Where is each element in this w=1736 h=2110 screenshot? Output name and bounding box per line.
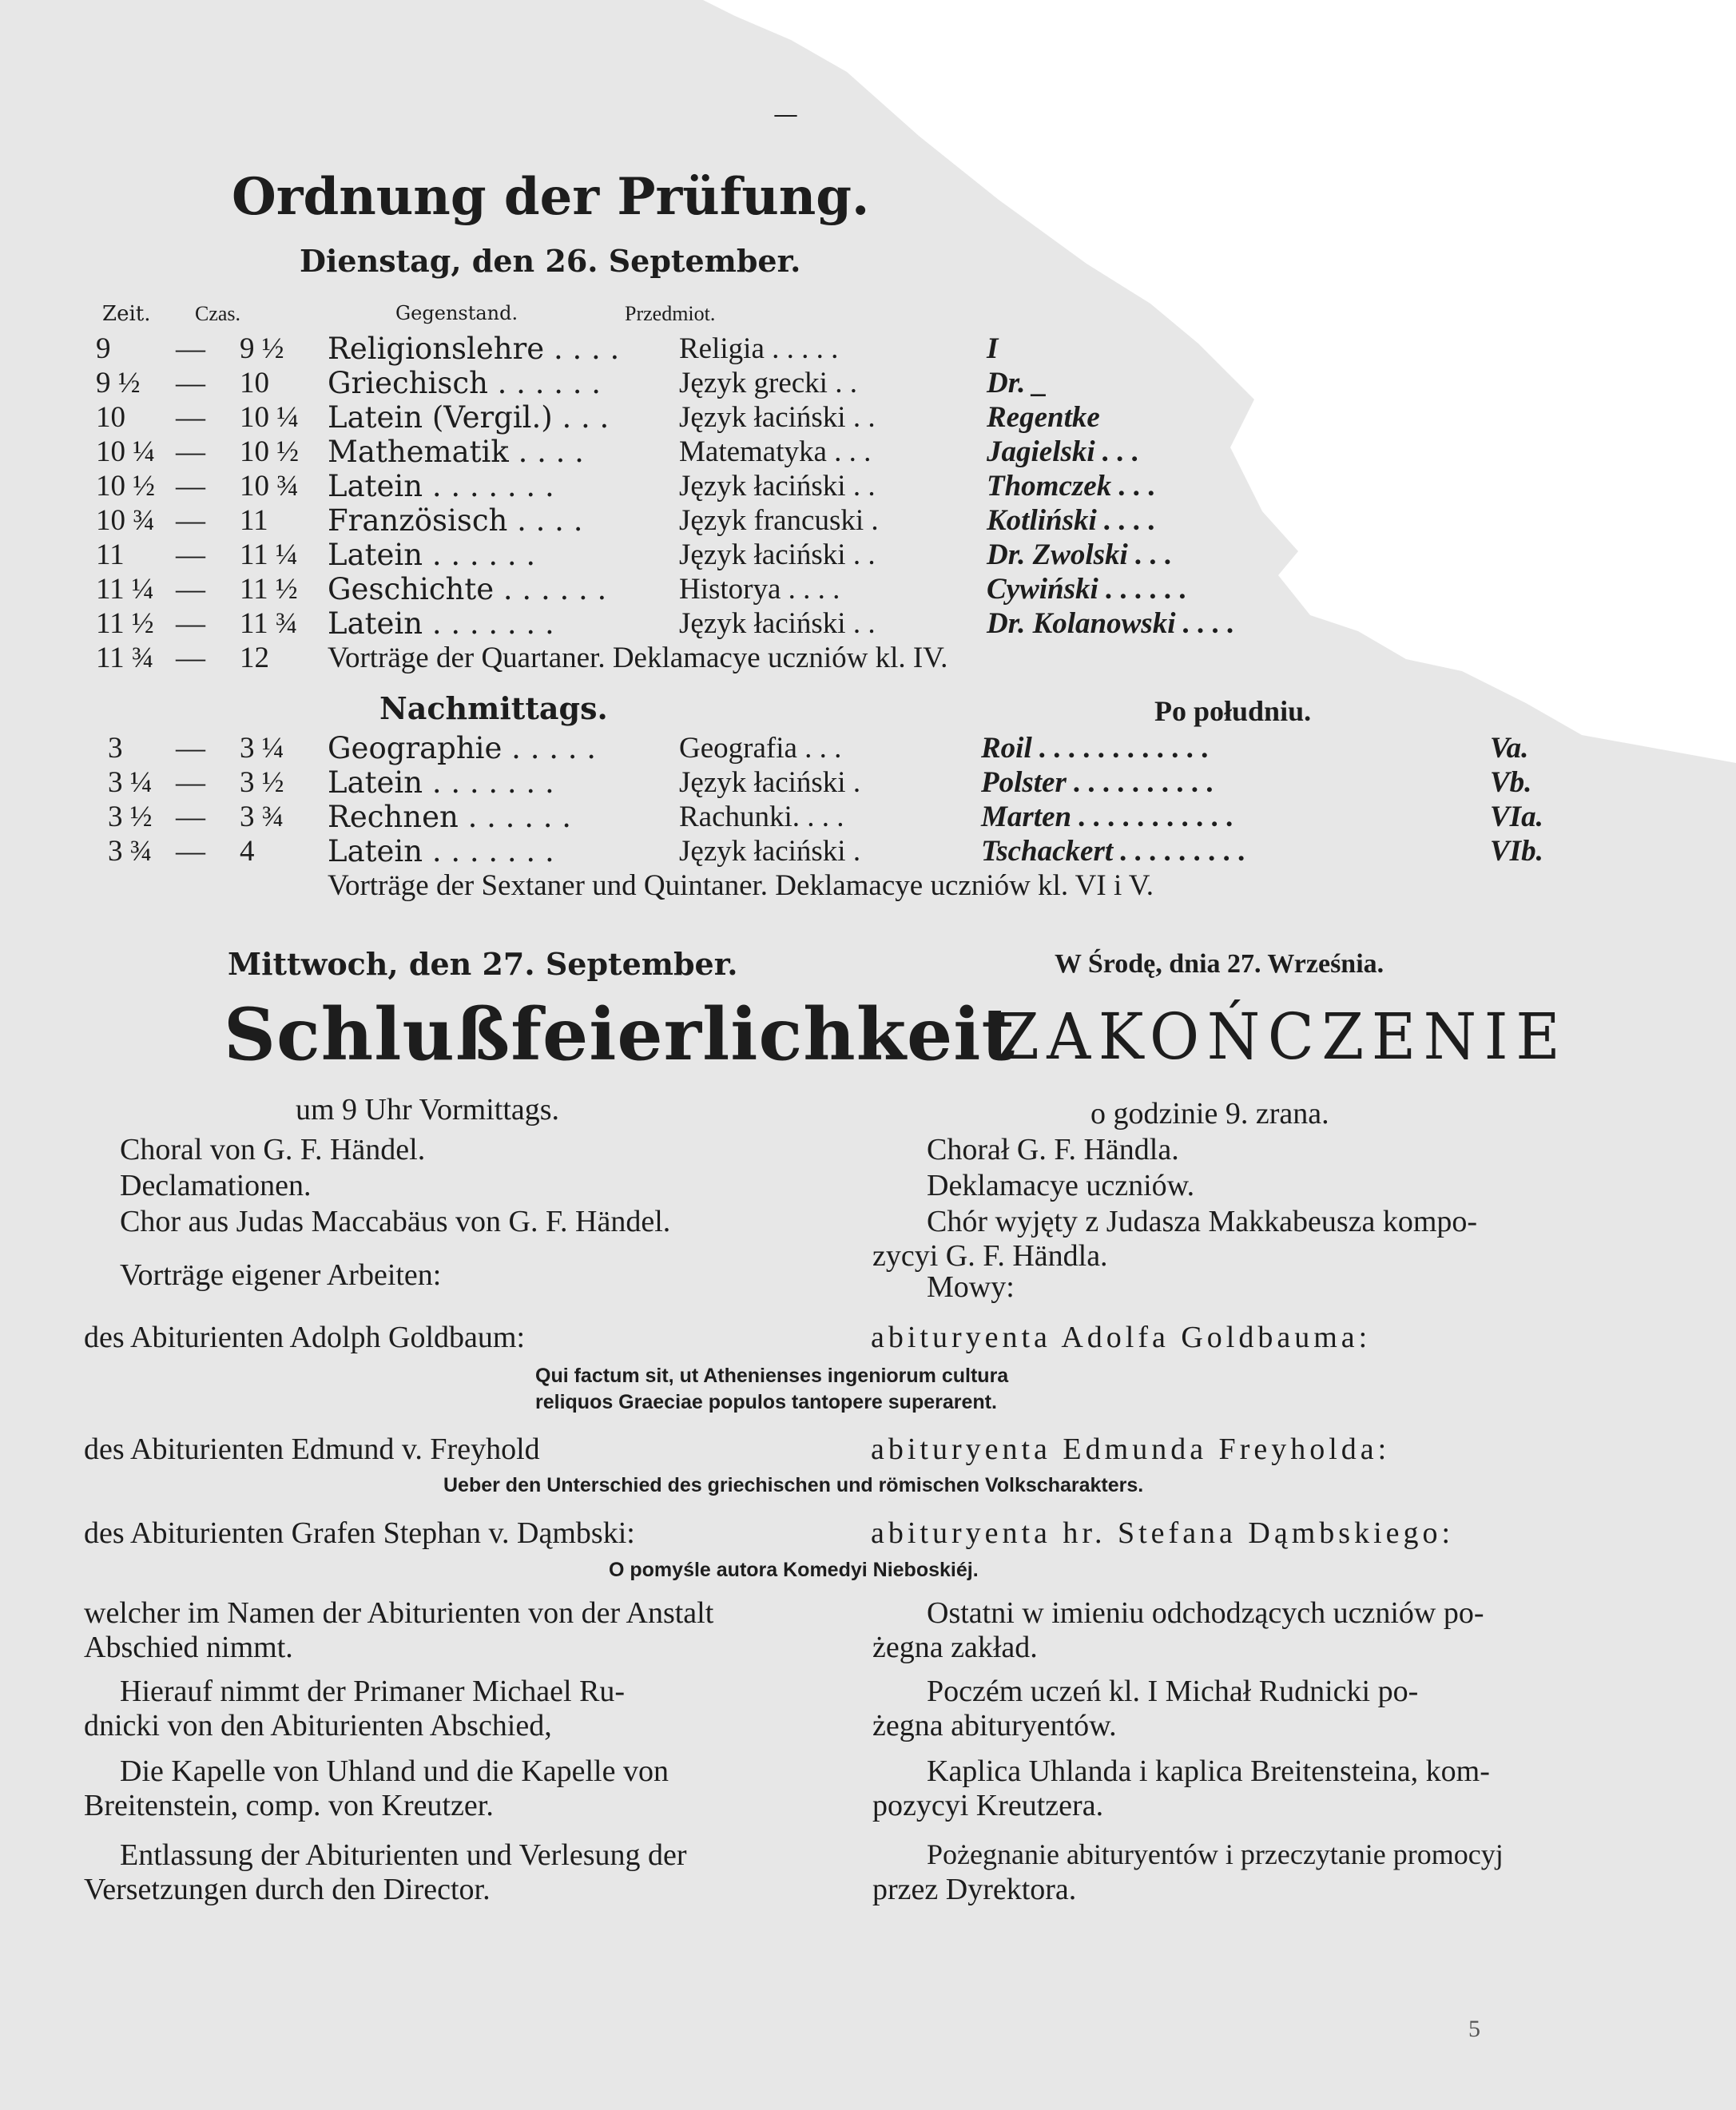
speech-1-topic-1: Qui factum sit, ut Athenienses ingeniorum cultura <box>535 1365 1009 1387</box>
time-dash: — <box>176 401 205 434</box>
closing-4-de-2: Versetzungen durch den Director. <box>84 1873 491 1906</box>
time-dash: — <box>176 801 205 833</box>
subject-pl: Język francuski . <box>679 504 879 537</box>
time-dash: — <box>176 573 205 606</box>
col-gegenstand: Gegenstand. <box>395 302 518 324</box>
time-start: 10 <box>96 401 125 434</box>
time-dash: — <box>176 766 205 799</box>
time-start: 10 ½ <box>96 470 155 503</box>
time-dash: — <box>176 835 205 868</box>
time-dash: — <box>176 332 205 365</box>
time-end: 10 ½ <box>240 435 299 468</box>
time-start: 3 <box>108 732 123 765</box>
subject-pl: Rachunki. . . . <box>679 801 844 833</box>
time-end: 10 ¼ <box>240 401 299 434</box>
day2-de: Mittwoch, den 27. September. <box>228 946 738 982</box>
subject-de: Französisch . . . . <box>328 503 583 538</box>
closing-3-de-1: Die Kapelle von Uhland und die Kapelle von <box>120 1754 669 1788</box>
time-end: 11 ½ <box>240 573 298 606</box>
speech-1-de: des Abiturienten Adolph Goldbaum: <box>84 1321 526 1354</box>
subject-de: Latein . . . . . . <box>328 538 536 572</box>
class-label: Va. <box>1490 732 1529 765</box>
program-de-2: Declamationen. <box>120 1169 312 1202</box>
speech-3-pl: abituryenta hr. Stefana Dąmbskiego: <box>871 1516 1455 1550</box>
time-start: 10 ¾ <box>96 504 155 537</box>
closing-1-pl-1: Ostatni w imieniu odchodzących uczniów po- <box>927 1596 1484 1630</box>
subject-pl: Język łaciński . <box>679 766 861 799</box>
time-start: 3 ½ <box>108 801 153 833</box>
subject-pl: Język łaciński . . <box>679 401 876 434</box>
subject-de: Latein . . . . . . . <box>328 834 554 868</box>
time-dash: — <box>176 435 205 468</box>
time-start: 3 ¾ <box>108 835 153 868</box>
time-end: 11 <box>240 504 268 537</box>
time-dash: — <box>176 367 205 399</box>
speech-2-topic: Ueber den Unterschied des griechischen und römischen Volkscharakters. <box>443 1474 1144 1496</box>
closing-1-de-1: welcher im Namen der Abiturienten von der Anstalt <box>84 1596 714 1630</box>
time-end: 3 ¾ <box>240 801 284 833</box>
teacher-name: Jagielski . . . <box>987 435 1140 468</box>
time-end: 10 ¾ <box>240 470 299 503</box>
time-dash: — <box>176 607 205 640</box>
time-dash: — <box>176 732 205 765</box>
speech-2-pl: abituryenta Edmunda Freyholda: <box>871 1432 1391 1466</box>
subject-pl: Religia . . . . . <box>679 332 839 365</box>
speech-2-de: des Abiturienten Edmund v. Freyhold <box>84 1432 540 1466</box>
page-title: Ordnung der Prüfung. <box>232 167 870 227</box>
col-zeit: Zeit. <box>102 302 151 326</box>
closing-3-de-2: Breitenstein, comp. von Kreutzer. <box>84 1789 494 1822</box>
closing-2-de-1: Hierauf nimmt der Primaner Michael Ru- <box>120 1675 626 1708</box>
closing-1-pl-2: żegna zakład. <box>872 1631 1038 1664</box>
subject-pl: Język łaciński . . <box>679 470 876 503</box>
teacher-name: Dr. Zwolski . . . <box>987 538 1173 571</box>
subject-pl: Język łaciński . . <box>679 607 876 640</box>
closing-2-de-2: dnicki von den Abiturienten Abschied, <box>84 1709 552 1742</box>
class-label: Vb. <box>1490 766 1532 799</box>
time-start: 11 <box>96 538 125 571</box>
program-pl-1: Chorał G. F. Händla. <box>927 1133 1179 1166</box>
day2-pl: W Środę, dnia 27. Września. <box>1055 949 1384 979</box>
time-start: 9 <box>96 332 111 365</box>
top-dash: — <box>773 100 798 129</box>
time-pl: o godzinie 9. zrana. <box>1090 1097 1329 1130</box>
ceremony-title-de: Schlußfeierlichkeit <box>224 992 1016 1077</box>
teacher-name: I <box>987 332 999 365</box>
subject-pl: Język grecki . . <box>679 367 857 399</box>
teacher-name: Dr. Kolanowski . . . . <box>987 607 1235 640</box>
time-start: 11 ½ <box>96 607 154 640</box>
ceremony-title-pl: ZAKOŃCZENIE <box>997 999 1568 1074</box>
teacher-name: Regentke <box>987 401 1100 434</box>
program-pl-3b: zycyi G. F. Händla. <box>872 1239 1108 1273</box>
time-end: 3 ¼ <box>240 732 284 765</box>
teacher-name: Kotliński . . . . <box>987 504 1156 537</box>
program-pl-2: Deklamacye uczniów. <box>927 1169 1195 1202</box>
program-pl-4: Mowy: <box>927 1270 1015 1304</box>
subject-de: Latein . . . . . . . <box>328 469 554 503</box>
time-dash: — <box>176 470 205 503</box>
afternoon-pl: Po południu. <box>1154 695 1312 727</box>
closing-2-pl-2: żegna abituryentów. <box>872 1709 1117 1742</box>
subject-de: Geographie . . . . . <box>328 731 597 765</box>
afternoon-last-row: Vorträge der Sextaner und Quintaner. Deklamacye uczniów kl. VI i V. <box>328 869 1154 902</box>
time-end: 3 ½ <box>240 766 284 799</box>
teacher-name: Dr. _ <box>987 367 1048 399</box>
subject-pl: Historya . . . . <box>679 573 840 606</box>
time-start: 3 ¼ <box>108 766 153 799</box>
teacher-name: Tschackert . . . . . . . . . <box>981 835 1246 868</box>
time-end: 10 <box>240 367 269 399</box>
teacher-name: Roil . . . . . . . . . . . . <box>981 732 1210 765</box>
closing-4-pl-1: Pożegnanie abituryentów i przeczytanie promocyj <box>927 1838 1504 1870</box>
time-dash: — <box>176 504 205 537</box>
speech-1-pl: abituryenta Adolfa Goldbauma: <box>871 1321 1372 1354</box>
speech-3-topic: O pomyśle autora Komedyi Nieboskiéj. <box>609 1559 979 1581</box>
col-czas: Czas. <box>195 302 241 325</box>
time-end: 4 <box>240 835 255 868</box>
subject-de: Mathematik . . . . <box>328 435 584 469</box>
class-label: VIb. <box>1490 835 1543 868</box>
teacher-name: Marten . . . . . . . . . . . <box>981 801 1234 833</box>
subject-de: Griechisch . . . . . . <box>328 366 602 400</box>
time-end: 11 ¾ <box>240 607 298 640</box>
afternoon-de: Nachmittags. <box>379 690 608 726</box>
time-start: 11 ¾ <box>96 642 154 674</box>
program-de-4: Vorträge eigener Arbeiten: <box>120 1258 442 1292</box>
closing-3-pl-1: Kaplica Uhlanda i kaplica Breitensteina, kom- <box>927 1754 1490 1788</box>
col-przedmiot: Przedmiot. <box>625 302 716 325</box>
speech-3-de: des Abiturienten Grafen Stephan v. Dąmbski: <box>84 1516 635 1550</box>
subject-de: Latein . . . . . . . <box>328 765 554 800</box>
time-end: 12 <box>240 642 269 674</box>
program-de-1: Choral von G. F. Händel. <box>120 1133 426 1166</box>
closing-3-pl-2: pozycyi Kreutzera. <box>872 1789 1104 1822</box>
time-end: 9 ½ <box>240 332 284 365</box>
closing-4-pl-2: przez Dyrektora. <box>872 1873 1077 1906</box>
subject-de: Latein . . . . . . . <box>328 606 554 641</box>
teacher-name: Cywiński . . . . . . <box>987 573 1187 606</box>
time-start: 9 ½ <box>96 367 141 399</box>
closing-1-de-2: Abschied nimmt. <box>84 1631 293 1664</box>
time-dash: — <box>176 538 205 571</box>
closing-4-de-1: Entlassung der Abiturienten und Verlesung der <box>120 1838 687 1872</box>
speech-1-topic-2: reliquos Graeciae populos tantopere superarent. <box>535 1391 997 1413</box>
subject-pl: Matematyka . . . <box>679 435 872 468</box>
teacher-name: Polster . . . . . . . . . . <box>981 766 1214 799</box>
subject-pl: Geografia . . . <box>679 732 842 765</box>
class-label: VIa. <box>1490 801 1543 833</box>
time-end: 11 ¼ <box>240 538 298 571</box>
subject-de: Geschichte . . . . . . <box>328 572 607 606</box>
subject-de: Latein (Vergil.) . . . <box>328 400 610 435</box>
teacher-name: Thomczek . . . <box>987 470 1156 503</box>
time-start: 11 ¼ <box>96 573 154 606</box>
day1-heading: Dienstag, den 26. September. <box>300 243 801 279</box>
subject-pl: Język łaciński . . <box>679 538 876 571</box>
page-number: 5 <box>1468 2016 1480 2042</box>
subject-de: Rechnen . . . . . . <box>328 800 571 834</box>
program-pl-3: Chór wyjęty z Judasza Makkabeusza kompo- <box>927 1205 1478 1238</box>
closing-2-pl-1: Poczém uczeń kl. I Michał Rudnicki po- <box>927 1675 1419 1708</box>
subject-pl: Język łaciński . <box>679 835 861 868</box>
program-de-3: Chor aus Judas Maccabäus von G. F. Händel. <box>120 1205 671 1238</box>
morning-last-text: Vorträge der Quartaner. Deklamacye uczniów kl. IV. <box>328 642 948 674</box>
time-start: 10 ¼ <box>96 435 155 468</box>
subject-de: Religionslehre . . . . <box>328 332 620 366</box>
time-de: um 9 Uhr Vormittags. <box>296 1093 560 1127</box>
